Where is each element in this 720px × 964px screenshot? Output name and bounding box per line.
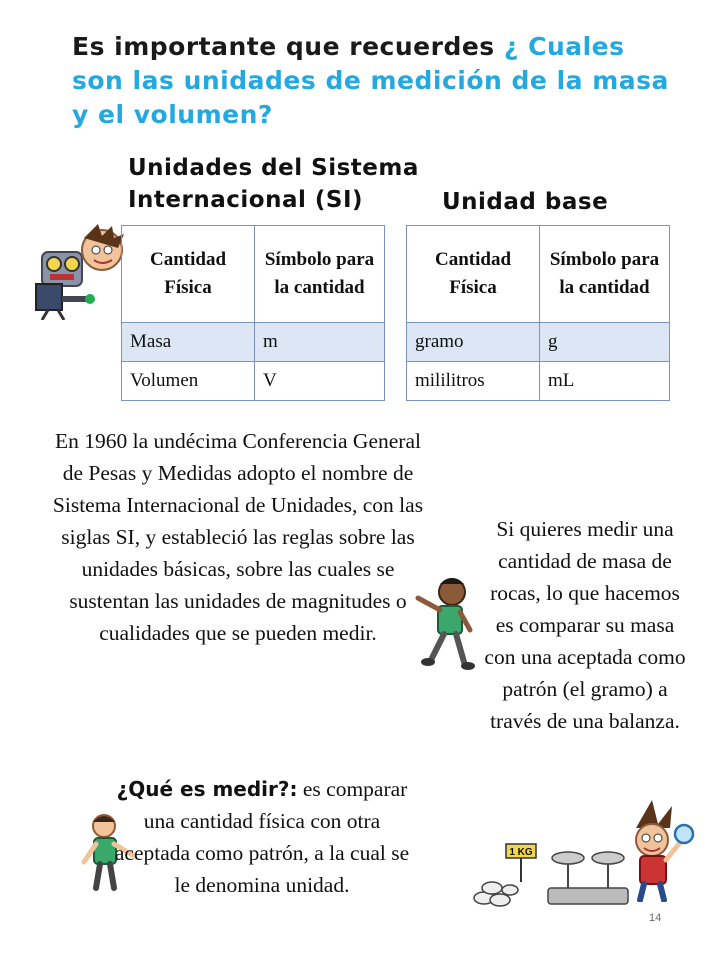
rocks-pile: [474, 882, 518, 906]
table-row: [407, 362, 670, 401]
what-is-measuring-text: es comparar una cantidad física con otra aceptada como patrón, a la cual se le denomina unidad.: [114, 777, 410, 897]
base-unit-heading: Unidad base: [442, 189, 609, 215]
column-header: Cantidad Física: [122, 226, 255, 323]
history-paragraph: En 1960 la undécima Conferencia General de Pesas y Medidas adopto el nombre de Sistema Internacional de Unidades, con las siglas SI, y estableció las reglas sobre las unidades básicas, sobre las cuales se sustentan las unidades de magnitudes o cualidades que se pueden medir.: [52, 429, 424, 645]
page-title: [72, 30, 672, 132]
table-row: [122, 362, 385, 401]
table-cell: mililitros: [407, 362, 540, 401]
table-cell: g: [540, 323, 670, 362]
table-cell: mL: [540, 362, 670, 401]
si-heading: Unidades del Sistema Internacional (SI): [128, 155, 419, 213]
table-cell: Masa: [122, 323, 255, 362]
what-is-measuring-paragraph: [112, 773, 412, 901]
table-row: [407, 323, 670, 362]
balance-scale-illustration: [470, 838, 640, 910]
magnifier-icon: [675, 825, 693, 843]
table-header-row: [407, 226, 670, 323]
table-cell: V: [255, 362, 385, 401]
table-header-row: [122, 226, 385, 323]
weight-label: 1 KG: [509, 847, 533, 858]
boy-with-magnifier-illustration: [622, 800, 698, 902]
table-cell: Volumen: [122, 362, 255, 401]
base-units-table: [406, 225, 670, 401]
column-header: Símbolo para la cantidad: [540, 226, 670, 323]
scale: [548, 852, 628, 904]
table-cell: gramo: [407, 323, 540, 362]
table-cell: m: [255, 323, 385, 362]
table-row: [122, 323, 385, 362]
page-number: 14: [649, 912, 662, 924]
column-header: Símbolo para la cantidad: [255, 226, 385, 323]
title-question: ¿ Cuales son las unidades de medición de la masa y el volumen?: [72, 32, 669, 129]
column-header: Cantidad Física: [407, 226, 540, 323]
running-boy-illustration: [412, 574, 476, 674]
what-is-measuring-heading: ¿Qué es medir?:: [116, 777, 298, 801]
title-prefix: Es importante que recuerdes: [72, 32, 504, 61]
robot-boy-illustration: [28, 224, 124, 320]
si-units-table: [121, 225, 385, 401]
measure-rocks-paragraph: Si quieres medir una cantidad de masa de rocas, lo que hacemos es comparar su masa con una aceptada como patrón (el gramo) a través de una balanza.: [484, 517, 686, 733]
